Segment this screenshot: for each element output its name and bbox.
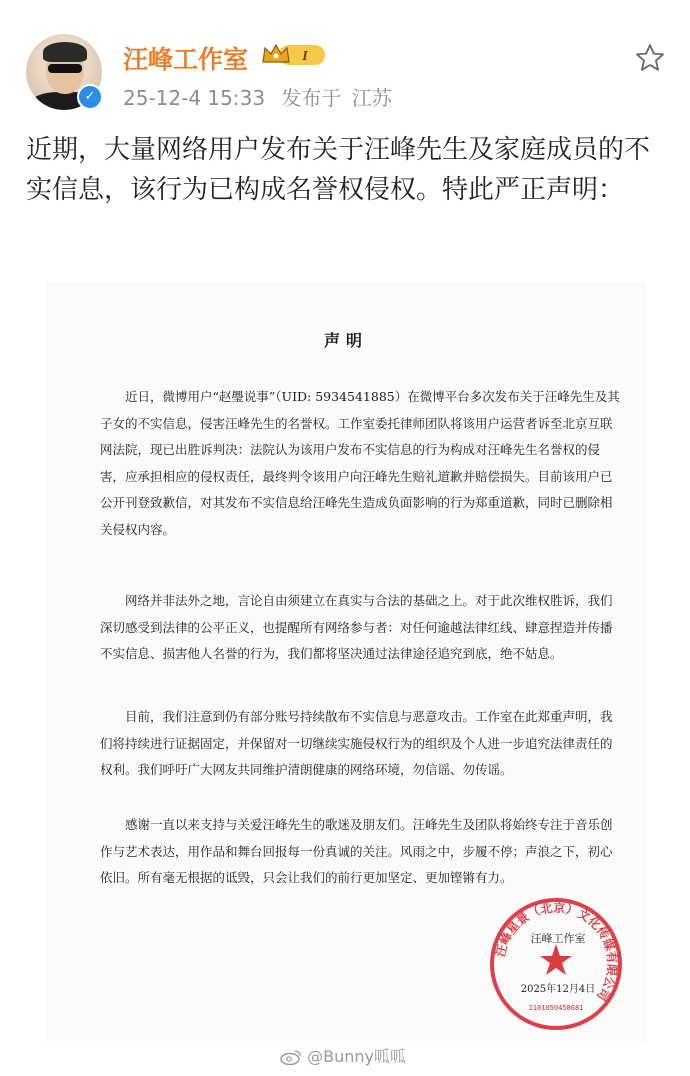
avatar-hair xyxy=(43,42,87,62)
seal-date: 2025年12月4日 xyxy=(520,984,596,995)
username[interactable]: 汪峰工作室 xyxy=(123,45,249,74)
post-location: 江苏 xyxy=(351,86,392,110)
post-meta xyxy=(123,82,392,111)
post-text: 近期，大量网络用户发布关于汪峰先生及家庭成员的不实信息，该行为已构成名誉权侵权。特此严正声明： xyxy=(26,135,651,205)
seal-center-text: 汪峰工作室 xyxy=(530,932,586,945)
verified-badge-icon: ✓ xyxy=(77,84,103,110)
statement-paragraph-4: 感谢一直以来支持与关爱汪峰先生的歌迷及朋友们。汪峰先生及团队将始终专注于音乐创作与艺术表达，用作品和舞台回报每一份真诚的关注。风雨之中，步履不停；声浪之下，初心依旧。所有毫无根据的诋毁，只会让我们的前行更加坚定、更加铿锵有力。 xyxy=(100,817,613,885)
company-seal-stamp xyxy=(486,894,626,1034)
statement-image[interactable] xyxy=(46,282,646,1042)
location-prefix: 发布于 xyxy=(281,86,342,110)
vip-level: I xyxy=(302,49,308,64)
seal-number: 1101050458681 xyxy=(528,1004,584,1012)
favorite-star-icon[interactable] xyxy=(634,42,666,74)
seal-ring-text: 汪峰星景（北京）文化传媒有限公司 xyxy=(493,900,620,1004)
post-header xyxy=(0,0,690,118)
avatar-sunglasses xyxy=(48,64,82,73)
statement-paragraph-3: 目前，我们注意到仍有部分账号持续散布不实信息与恶意攻击。工作室在此郑重声明，我们将持续进行证据固定，并保留对一切继续实施侵权行为的组织及个人进一步追究法律责任的权利。我们呼吁广大网友共同维护清朗健康的网络环境，勿信谣、勿传谣。 xyxy=(100,709,613,777)
statement-paragraph-1: 近日，微博用户“赵璺说事”（UID: 5934541885）在微博平台多次发布关于汪峰先生及其子女的不实信息，侵害汪峰先生的名誉权。工作室委托律师团队将该用户运营者诉至北京互联网法院，现已出胜诉判决：法院认为该用户发布不实信息的行为构成对汪峰先生名誉权的侵害，应承担相应的侵权责任，最终判令该用户向汪峰先生赔礼道歉并赔偿损失。目前该用户已公开刊登致歉信，对其发布不实信息给汪峰先生造成负面影响的行为郑重道歉，同时已删除相关侵权内容。 xyxy=(100,389,620,537)
vip-crown-badge-icon[interactable] xyxy=(261,42,327,68)
statement-title: 声明 xyxy=(323,331,368,350)
post-time: 25-12-4 15:33 xyxy=(123,86,266,110)
statement-paragraph-2: 网络并非法外之地，言论自由须建立在真实与合法的基础之上。对于此次维权胜诉，我们深切感受到法律的公平正义，也提醒所有网络参与者：对任何逾越法律红线、肆意捏造并传播不实信息、损害他人名誉的行为，我们都将坚决通过法律途径追究到底，绝不姑息。 xyxy=(100,593,613,661)
weibo-logo-icon xyxy=(280,1049,302,1065)
watermark xyxy=(280,1044,406,1067)
watermark-text: @Bunny呱呱 xyxy=(307,1047,406,1066)
